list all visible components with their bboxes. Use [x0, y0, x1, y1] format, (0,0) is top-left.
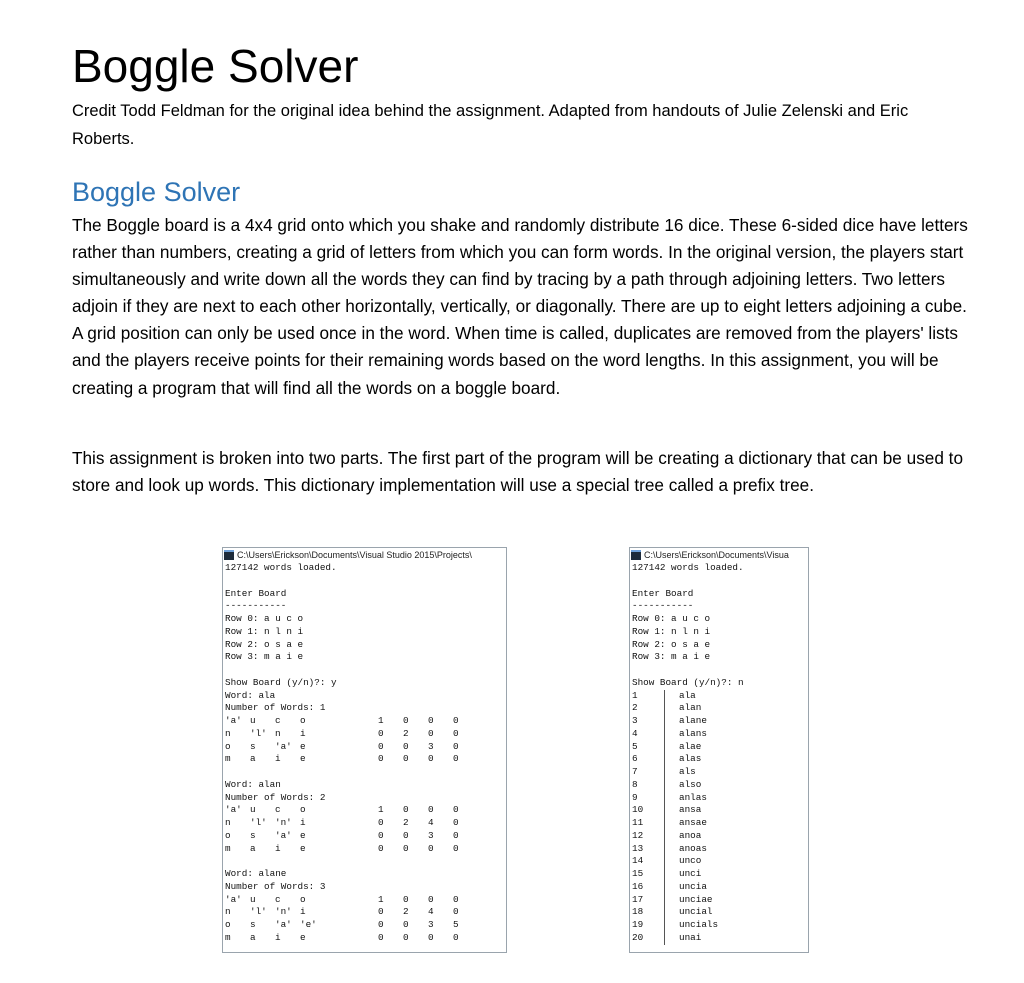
grid-letter: c [275, 893, 281, 905]
word-index: 15 [630, 868, 665, 881]
board-row-line: Row 1: n l n i [225, 625, 304, 637]
board-row-line: Row 1: n l n i [632, 625, 711, 637]
word-list-item [630, 843, 808, 856]
grid-letter: m [225, 931, 231, 943]
word-list-item [630, 753, 808, 766]
word-list-item [630, 919, 808, 932]
grid-letter: u [250, 804, 256, 816]
word-index: 3 [630, 715, 665, 728]
word-list-item [630, 715, 808, 728]
path-order-number: 0 [403, 753, 409, 765]
word-list-item [630, 741, 808, 754]
path-order-number: 0 [403, 829, 409, 841]
console-title: C:\Users\Erickson\Documents\Visua [644, 550, 789, 560]
board-row-line: Row 0: a u c o [225, 613, 304, 624]
word-count-line: Number of Words: 3 [225, 880, 326, 892]
grid-letter: i [275, 753, 281, 765]
grid-letter: o [225, 740, 231, 752]
found-word: alae [679, 740, 702, 752]
grid-row [223, 906, 506, 919]
grid-letter: o [300, 715, 306, 726]
path-order-number: 0 [378, 817, 384, 828]
grid-letter: o [225, 919, 231, 930]
separator-line: ----------- [632, 600, 694, 612]
found-word: unciae [679, 893, 713, 905]
path-order-number: 0 [453, 931, 459, 943]
word-index: 1 [630, 690, 665, 703]
grid-letter: 'l' [250, 817, 267, 828]
console-title: C:\Users\Erickson\Documents\Visual Studio 2015\Projects\ [237, 550, 472, 560]
words-loaded-line: 127142 words loaded. [632, 562, 744, 573]
grid-letter: o [300, 804, 306, 816]
found-word-list [630, 690, 808, 945]
grid-letter: e [300, 842, 306, 854]
words-loaded-line: 127142 words loaded. [225, 562, 337, 573]
path-order-number: 0 [378, 842, 384, 854]
path-order-number: 0 [378, 740, 384, 752]
path-order-number: 2 [403, 727, 409, 739]
path-order-number: 0 [453, 906, 459, 918]
grid-row [223, 753, 506, 766]
found-word: alans [679, 727, 707, 739]
word-list-item [630, 728, 808, 741]
path-order-number: 0 [428, 893, 434, 905]
grid-letter: i [275, 931, 281, 943]
path-order-number: 0 [403, 893, 409, 905]
word-index: 13 [630, 843, 665, 856]
word-list-item [630, 804, 808, 817]
word-index: 12 [630, 830, 665, 843]
found-word: alan [679, 702, 702, 714]
word-index: 16 [630, 881, 665, 894]
path-order-number: 0 [378, 931, 384, 943]
grid-letter: s [250, 829, 256, 841]
word-index: 20 [630, 932, 665, 945]
path-order-number: 0 [453, 893, 459, 905]
grid-letter: 'a' [225, 715, 242, 726]
section-heading: Boggle Solver [72, 177, 241, 207]
credit-text: Credit Todd Feldman for the original idea behind the assignment. Adapted from handouts of Julie Zelenski and Eric Roberts. [72, 102, 909, 148]
path-order-number: 0 [428, 715, 434, 726]
board-row-line: Row 2: o s a e [632, 638, 711, 650]
found-word: also [679, 778, 702, 790]
path-order-number: 0 [403, 740, 409, 752]
word-list-item [630, 868, 808, 881]
grid-letter: c [275, 715, 281, 726]
word-index: 11 [630, 817, 665, 830]
grid-row [223, 817, 506, 830]
grid-letter: o [300, 893, 306, 905]
grid-letter: e [300, 829, 306, 841]
page-title: Boggle Solver [72, 40, 359, 92]
found-word: alas [679, 753, 702, 765]
grid-letter: m [225, 842, 231, 854]
console-output [630, 562, 808, 945]
board-row-line: Row 2: o s a e [225, 638, 304, 650]
grid-letter: i [300, 817, 306, 828]
found-word: unci [679, 868, 702, 879]
word-list-item [630, 766, 808, 779]
path-order-number: 0 [453, 829, 459, 841]
grid-letter: 'l' [250, 727, 267, 739]
word-list-item [630, 817, 808, 830]
path-order-number: 0 [403, 919, 409, 930]
grid-row [223, 843, 506, 856]
word-index: 4 [630, 728, 665, 741]
grid-letter: n [225, 727, 231, 739]
path-order-number: 1 [378, 715, 384, 726]
grid-row [223, 741, 506, 754]
path-order-number: 0 [403, 931, 409, 943]
path-order-number: 0 [403, 804, 409, 816]
path-order-number: 2 [403, 906, 409, 918]
path-order-number: 3 [428, 919, 434, 930]
found-word: uncia [679, 880, 707, 892]
board-row-line: Row 0: a u c o [632, 613, 711, 624]
grid-row [223, 715, 506, 728]
path-order-number: 0 [453, 740, 459, 752]
command-prompt-icon [631, 550, 641, 560]
grid-letter: s [250, 919, 256, 930]
path-order-number: 4 [428, 906, 434, 918]
found-word: ansa [679, 804, 702, 816]
word-count-line: Number of Words: 1 [225, 702, 326, 714]
grid-letter: u [250, 715, 256, 726]
path-order-number: 1 [378, 893, 384, 905]
grid-row [223, 919, 506, 932]
path-order-number: 1 [378, 804, 384, 816]
word-list-item [630, 779, 808, 792]
word-line: Word: alane [225, 868, 287, 879]
word-index: 17 [630, 894, 665, 907]
word-list-item [630, 690, 808, 703]
enter-board-line: Enter Board [632, 587, 694, 599]
grid-letter: a [250, 753, 256, 765]
word-line: Word: ala [225, 689, 276, 701]
path-order-number: 0 [428, 727, 434, 739]
grid-letter: 'n' [275, 906, 292, 918]
path-order-number: 0 [453, 715, 459, 726]
path-order-number: 0 [453, 753, 459, 765]
word-count-line: Number of Words: 2 [225, 791, 326, 803]
grid-letter: i [275, 842, 281, 854]
word-index: 6 [630, 753, 665, 766]
word-index: 5 [630, 741, 665, 754]
grid-row [223, 932, 506, 945]
grid-letter: s [250, 740, 256, 752]
found-word: unco [679, 855, 702, 867]
show-board-prompt: Show Board (y/n)?: n [632, 676, 744, 688]
console-title-bar [630, 548, 808, 562]
path-order-number: 0 [428, 842, 434, 854]
path-order-number: 0 [378, 906, 384, 918]
grid-letter: a [250, 931, 256, 943]
grid-letter: n [225, 817, 231, 828]
word-list-item [630, 881, 808, 894]
word-index: 10 [630, 804, 665, 817]
found-word: ala [679, 689, 696, 701]
found-word: als [679, 766, 696, 777]
grid-letter: 'a' [275, 740, 292, 752]
grid-letter: e [300, 753, 306, 765]
word-list-item [630, 906, 808, 919]
found-word: unai [679, 931, 702, 943]
path-order-number: 4 [428, 817, 434, 828]
word-list-item [630, 702, 808, 715]
grid-row [223, 830, 506, 843]
word-index: 2 [630, 702, 665, 715]
found-word: uncials [679, 919, 719, 930]
grid-letter: 'a' [275, 829, 292, 841]
path-order-number: 0 [453, 842, 459, 854]
path-order-number: 3 [428, 740, 434, 752]
found-word: uncial [679, 906, 713, 918]
intro-paragraph: The Boggle board is a 4x4 grid onto which you shake and randomly distribute 16 dice. These 6-sided dice have letters rather than numbers, creating a grid of letters from which you can form words. In the original version, the players start simultaneously and write down all the words they can find by tracing by a path through adjoining letters. Two letters adjoin if they are next to each other horizontally, vertically, or diagonally. There are up to eight letters adjoining a cube. A grid position can only be used once in the word. When time is called, duplicates are removed from the players' lists and the players receive points for their remaining words based on the word lengths. In this assignment, you will be creating a program that will find all the words on a boggle board. [72, 215, 968, 398]
grid-letter: o [225, 829, 231, 841]
found-word: anlas [679, 791, 707, 803]
enter-board-line: Enter Board [225, 587, 287, 599]
grid-letter: n [275, 727, 281, 739]
found-word: ansae [679, 817, 707, 828]
word-index: 19 [630, 919, 665, 932]
path-order-number: 3 [428, 829, 434, 841]
found-word: alane [679, 715, 707, 726]
word-list-item [630, 894, 808, 907]
found-word: anoas [679, 842, 707, 854]
grid-letter: 'a' [275, 919, 292, 930]
grid-letter: a [250, 842, 256, 854]
separator-line: ----------- [225, 600, 287, 612]
path-order-number: 0 [378, 727, 384, 739]
grid-row [223, 804, 506, 817]
grid-letter: c [275, 804, 281, 816]
grid-letter: i [300, 906, 306, 918]
console-output [223, 562, 506, 945]
console-window-show-board [222, 547, 507, 953]
word-list-item [630, 932, 808, 945]
path-order-number: 0 [378, 829, 384, 841]
word-list-item [630, 855, 808, 868]
path-order-number: 0 [428, 931, 434, 943]
grid-letter: 'a' [225, 804, 242, 816]
console-title-bar [223, 548, 506, 562]
path-order-number: 0 [453, 804, 459, 816]
board-row-line: Row 3: m a i e [632, 651, 711, 663]
path-order-number: 2 [403, 817, 409, 828]
word-index: 9 [630, 792, 665, 805]
board-row-line: Row 3: m a i e [225, 651, 304, 663]
grid-letter: 'n' [275, 817, 292, 828]
grid-letter: 'a' [225, 893, 242, 905]
word-line: Word: alan [225, 778, 281, 790]
grid-letter: n [225, 906, 231, 918]
path-order-number: 0 [428, 804, 434, 816]
console-window-word-list [629, 547, 809, 953]
path-order-number: 0 [428, 753, 434, 765]
grid-row [223, 728, 506, 741]
grid-letter: 'l' [250, 906, 267, 918]
assignment-paragraph: This assignment is broken into two parts. The first part of the program will be creating a dictionary that can be used to store and look up words. This dictionary implementation will use a special tree called a prefix tree. [72, 448, 964, 496]
path-order-number: 0 [403, 842, 409, 854]
word-index: 8 [630, 779, 665, 792]
word-list-item [630, 830, 808, 843]
path-order-number: 0 [453, 817, 459, 828]
word-index: 14 [630, 855, 665, 868]
word-blocks [223, 690, 506, 945]
show-board-prompt: Show Board (y/n)?: y [225, 676, 337, 688]
word-index: 7 [630, 766, 665, 779]
path-order-number: 0 [453, 727, 459, 739]
grid-letter: 'e' [300, 919, 317, 930]
path-order-number: 0 [403, 715, 409, 726]
found-word: anoa [679, 829, 702, 841]
path-order-number: 0 [378, 753, 384, 765]
command-prompt-icon [224, 550, 234, 560]
grid-letter: e [300, 931, 306, 943]
grid-letter: m [225, 753, 231, 765]
grid-row [223, 894, 506, 907]
word-list-item [630, 792, 808, 805]
grid-letter: u [250, 893, 256, 905]
grid-letter: i [300, 727, 306, 739]
path-order-number: 0 [378, 919, 384, 930]
grid-letter: e [300, 740, 306, 752]
word-index: 18 [630, 906, 665, 919]
path-order-number: 5 [453, 919, 459, 930]
